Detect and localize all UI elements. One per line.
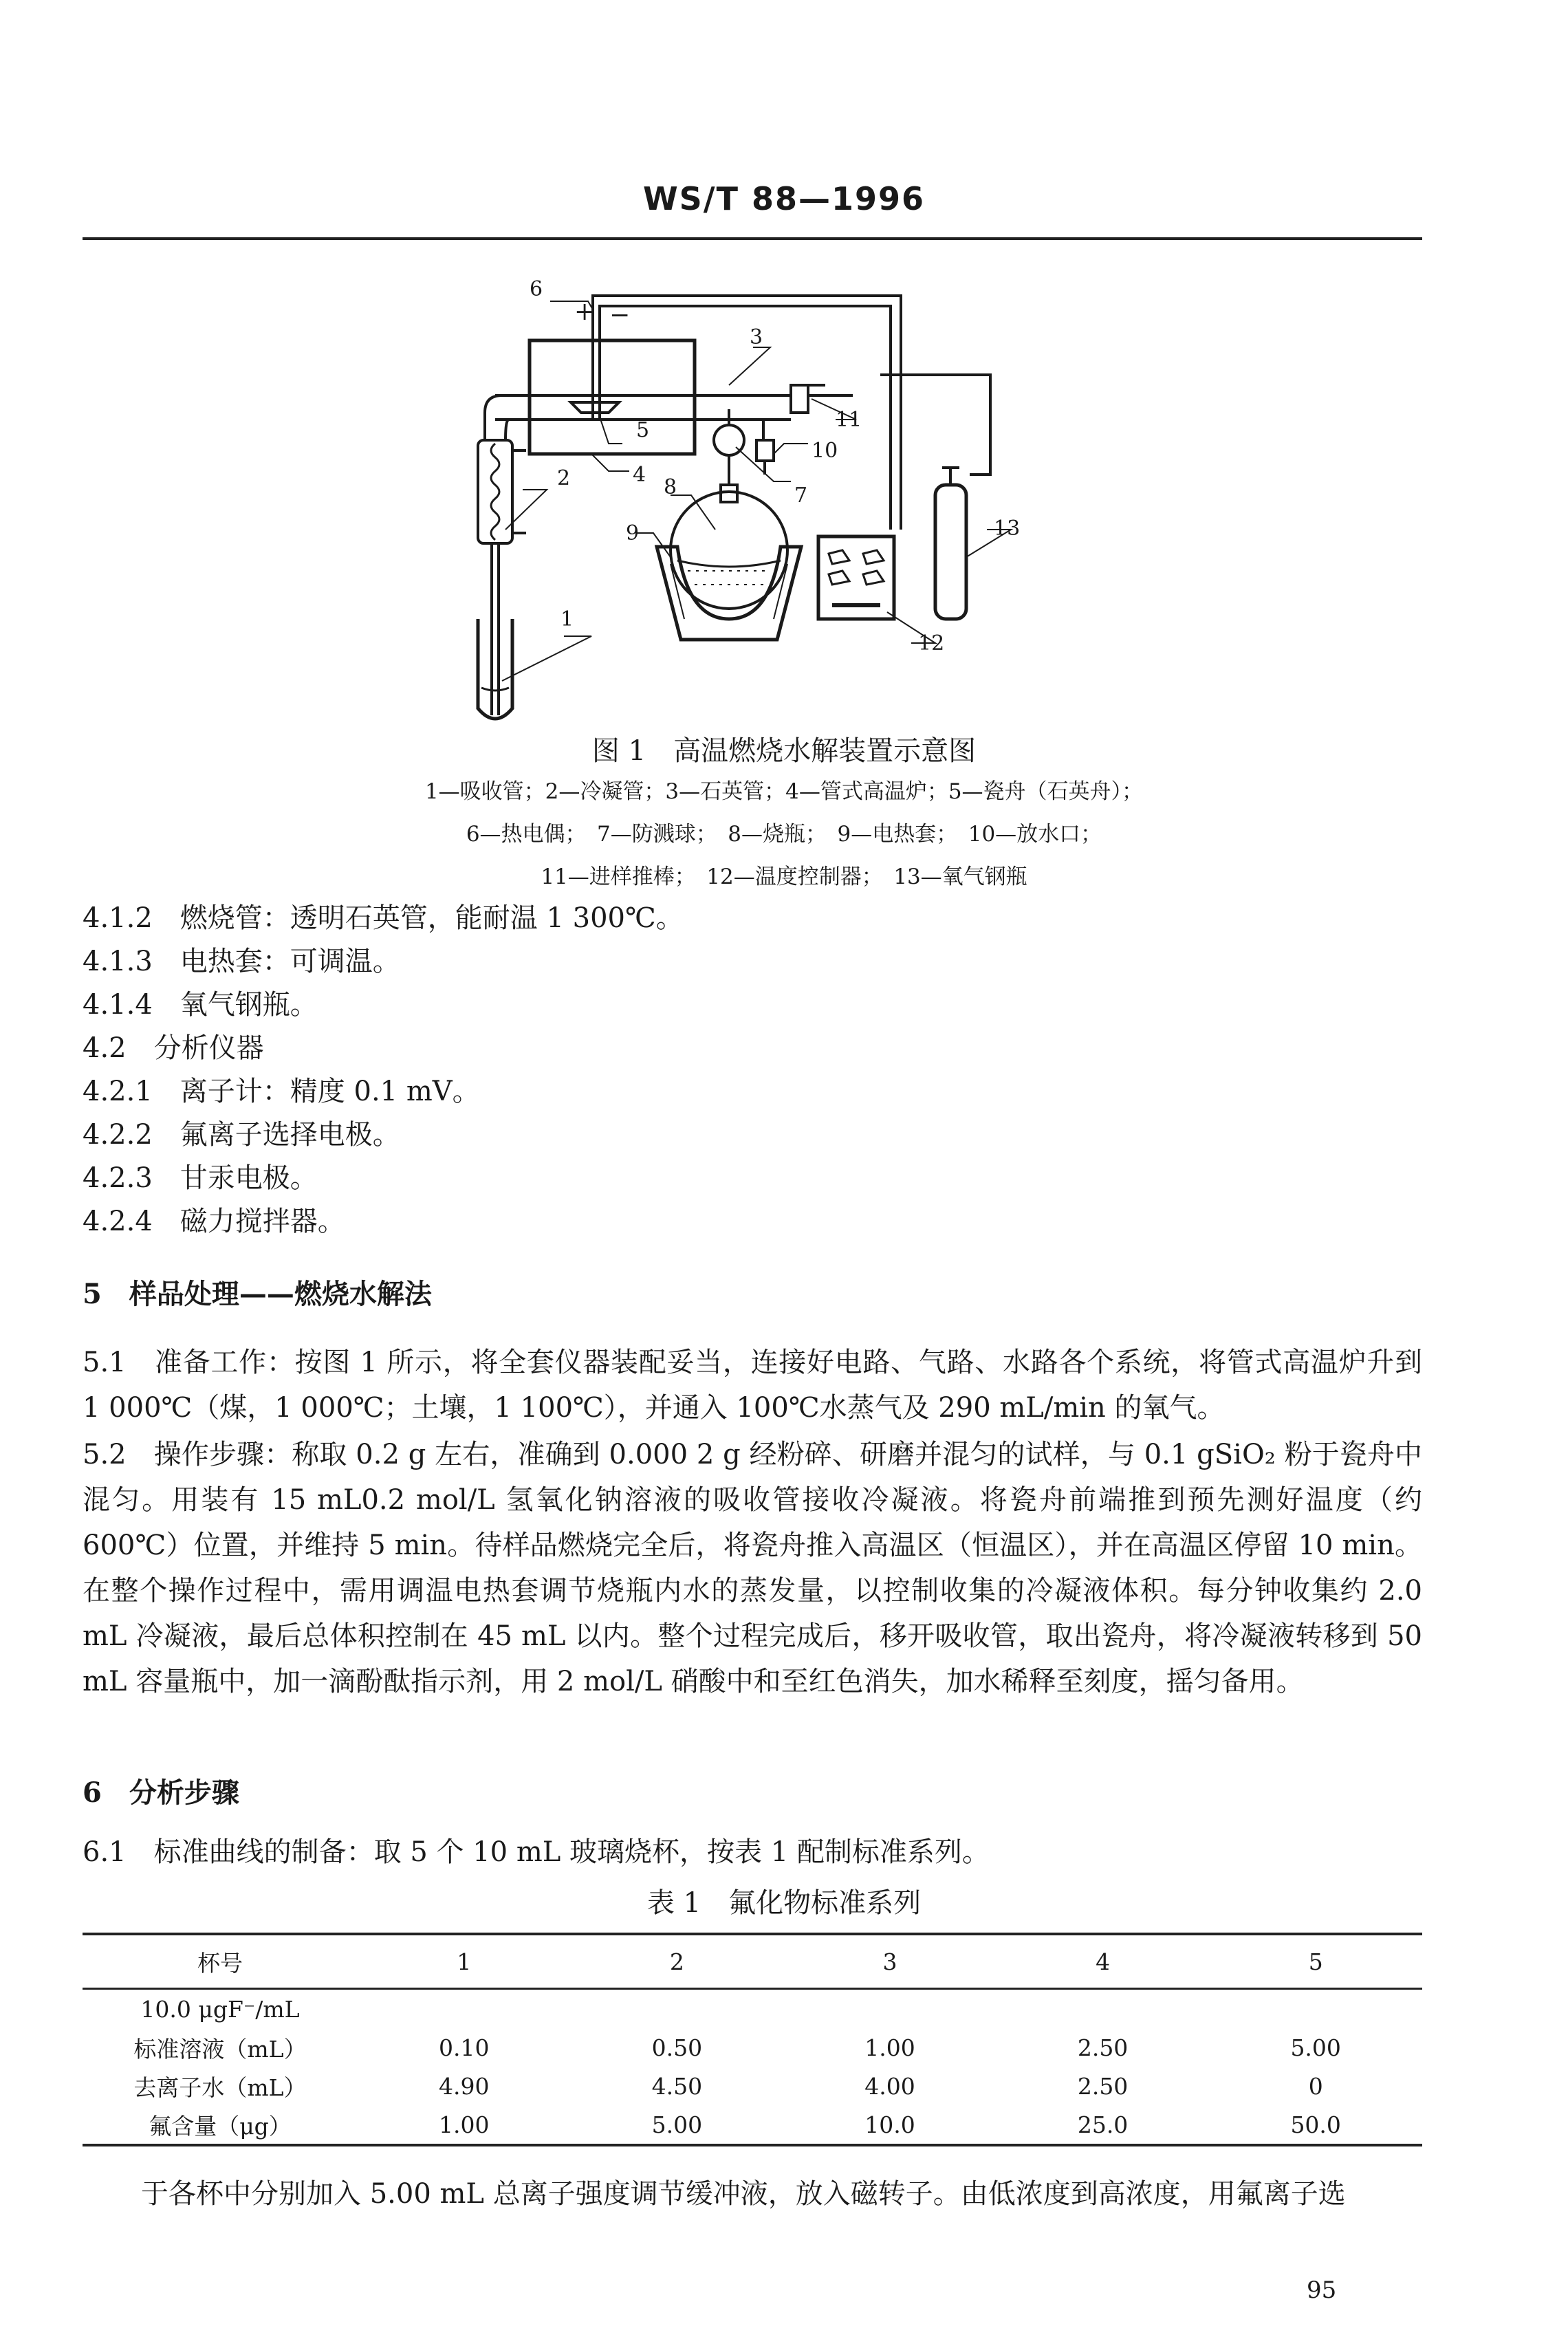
water-outlet xyxy=(756,420,774,475)
clause-5-1: 5.1 准备工作：按图 1 所示，将全套仪器装配妥当，连接好电路、气路、水路各个系统，将管式高温炉升到 1 000℃（煤，1 000℃；土壤，1 100℃），并通入 100℃水蒸气及 290 mL/min 的氧气。 xyxy=(83,1347,1422,1424)
table-header-cell: 杯号 xyxy=(197,1949,243,1977)
fluoride-standard-table xyxy=(83,1933,1422,2146)
table-cell: 5.00 xyxy=(651,2111,703,2138)
table-cell xyxy=(358,1989,571,2029)
table-cell: 氟含量（μg） xyxy=(149,2112,292,2140)
clause-4-1-3: 4.1.3 电热套：可调温。 xyxy=(83,946,400,977)
callout-2: 2 xyxy=(557,466,571,490)
plus-sign: + xyxy=(574,298,596,326)
callout-1: 1 xyxy=(560,607,574,631)
figure-legend-line: 11—进样推棒； 12—温度控制器； 13—氧气钢瓶 xyxy=(541,865,1027,889)
callout-13: 13 xyxy=(994,517,1021,541)
push-rod-holder xyxy=(791,385,808,413)
table-cell: 0 xyxy=(1308,2072,1323,2100)
clause-6-1: 6.1 标准曲线的制备：取 5 个 10 mL 玻璃烧杯，按表 1 配制标准系列。 xyxy=(83,1836,990,1868)
table-caption: 表 1 氟化物标准系列 xyxy=(646,1887,922,1919)
table-header-cell: 5 xyxy=(1308,1948,1323,1975)
minus-sign: − xyxy=(609,301,631,329)
clause-4-2: 4.2 分析仪器 xyxy=(83,1032,264,1064)
page-number: 95 xyxy=(1307,2276,1337,2304)
callout-6: 6 xyxy=(530,277,543,301)
continuation-text: 于各杯中分别加入 5.00 mL 总离子强度调节缓冲液，放入磁转子。由低浓度到高浓度，用氟离子选 xyxy=(141,2178,1346,2210)
table-cell: 1.00 xyxy=(439,2111,490,2138)
section-5-heading: 5 样品处理——燃烧水解法 xyxy=(83,1278,432,1310)
clause-4-2-1: 4.2.1 离子计：精度 0.1 mV。 xyxy=(83,1076,480,1107)
callout-12: 12 xyxy=(918,631,945,655)
table-cell: 4.90 xyxy=(439,2072,490,2100)
table-cell xyxy=(997,1989,1210,2029)
table-row xyxy=(83,2028,1422,2067)
table-cell xyxy=(571,1989,784,2029)
table-cell xyxy=(783,1989,997,2029)
table-cell: 2.50 xyxy=(1077,2034,1129,2061)
clause-4-2-4: 4.2.4 磁力搅拌器。 xyxy=(83,1206,345,1237)
table-header-cell: 2 xyxy=(669,1948,684,1975)
oxygen-cylinder xyxy=(935,485,966,619)
table-cell: 10.0 μgF⁻/mL xyxy=(140,1995,300,2023)
table-cell: 50.0 xyxy=(1290,2111,1341,2138)
table-header-cell: 3 xyxy=(882,1948,897,1975)
callout-3: 3 xyxy=(750,325,763,349)
figure-caption: 图 1 高温燃烧水解装置示意图 xyxy=(591,735,977,767)
porcelain-boat xyxy=(571,402,619,413)
callout-8: 8 xyxy=(664,475,677,499)
table-cell: 5.00 xyxy=(1290,2034,1341,2061)
tube-furnace xyxy=(530,340,695,454)
callout-11: 11 xyxy=(836,408,862,432)
callout-4: 4 xyxy=(633,463,646,487)
figure-legend-line: 1—吸收管；2—冷凝管；3—石英管；4—管式高温炉；5—瓷舟（石英舟）； xyxy=(424,779,1144,804)
clause-4-1-2: 4.1.2 燃烧管：透明石英管，能耐温 1 300℃。 xyxy=(83,902,684,934)
table-cell: 1.00 xyxy=(864,2034,915,2061)
table-cell: 25.0 xyxy=(1077,2111,1129,2138)
clause-4-2-2: 4.2.2 氟离子选择电极。 xyxy=(83,1119,400,1151)
absorption-tube xyxy=(478,619,512,719)
quartz-tube xyxy=(495,395,756,420)
table-cell: 2.50 xyxy=(1077,2072,1129,2100)
table-cell: 0.10 xyxy=(439,2034,490,2061)
table-header-cell: 4 xyxy=(1096,1948,1111,1975)
table-cell: 标准溶液（mL） xyxy=(133,2035,307,2063)
table-header-cell: 1 xyxy=(457,1948,472,1975)
table-cell xyxy=(1209,1989,1422,2029)
callout-9: 9 xyxy=(626,521,640,545)
apparatus-diagram xyxy=(0,0,1568,729)
clause-5-2: 5.2 操作步骤：称取 0.2 g 左右，准确到 0.000 2 g 经粉碎、研磨并混匀的试样，与 0.1 gSiO₂ 粉于瓷舟中混匀。用装有 15 mL0.2 mol/L 氢氧化钠溶液的吸收管接收冷凝液。将瓷舟前端推到预先测好温度（约 600℃）位置，并维持 5 min。待样品燃烧完全后，将瓷舟推入高温区（恒温区），并在高温区停留 10 min。在整个操作过程中，需用调温电热套调节烧瓶内水的蒸发量，以控制收集的冷凝液体积。每分钟收集约 2.0 mL 冷凝液，最后总体积控制在 45 mL 以内。整个过程完成后，移开吸收管，取出瓷舟，将冷凝液转移到 50 mL 容量瓶中，加一滴酚酞指示剂，用 2 mol/L 硝酸中和至红色消失，加水稀释至刻度，摇匀备用。 xyxy=(83,1439,1422,1697)
table-cell: 0.50 xyxy=(651,2034,703,2061)
clause-4-1-4: 4.1.4 氧气钢瓶。 xyxy=(83,989,318,1021)
callout-5: 5 xyxy=(636,418,650,442)
table-row xyxy=(83,2067,1422,2105)
standard-code-header: WS/T 88—1996 xyxy=(642,180,926,217)
figure-legend-line: 6—热电偶； 7—防溅球； 8—烧瓶； 9—电热套； 10—放水口； xyxy=(466,822,1102,847)
clause-4-2-3: 4.2.3 甘汞电极。 xyxy=(83,1162,318,1194)
table-cell: 10.0 xyxy=(864,2111,915,2138)
table-cell: 4.00 xyxy=(864,2072,915,2100)
table-row xyxy=(83,1989,1422,2029)
table-row xyxy=(83,2105,1422,2145)
section-6-heading: 6 分析步骤 xyxy=(83,1776,239,1809)
callout-7: 7 xyxy=(794,483,808,508)
table-cell: 4.50 xyxy=(651,2072,703,2100)
table-cell: 去离子水（mL） xyxy=(133,2074,307,2101)
callout-10: 10 xyxy=(812,439,838,463)
table-header-row xyxy=(83,1934,1422,1989)
